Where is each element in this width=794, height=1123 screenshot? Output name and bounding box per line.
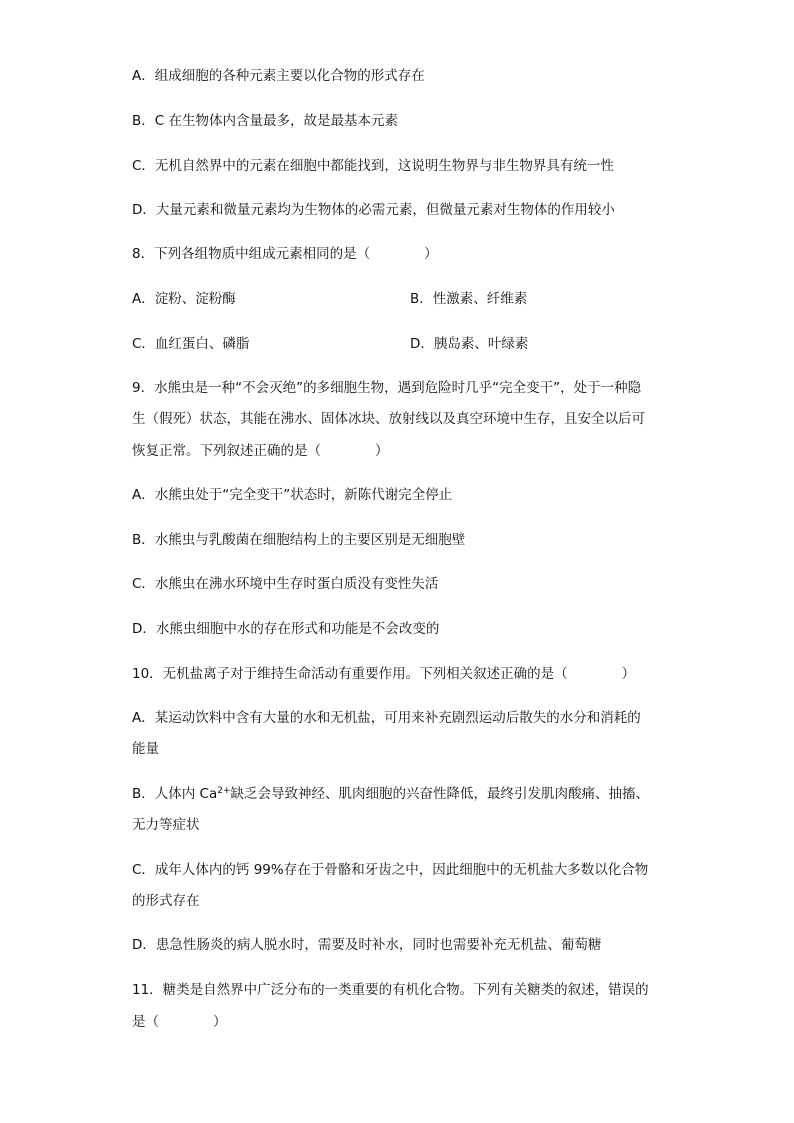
q10-option-c-line-2: 的形式存在 — [132, 893, 200, 909]
q10-option-b-prefix: B．人体内 Ca — [132, 786, 218, 802]
q7-option-b: B．C 在生物体内含量最多，故是最基本元素 — [132, 113, 398, 129]
q8-option-a: A．淀粉、淀粉酶 — [132, 291, 236, 307]
q7-option-d: D．大量元素和微量元素均为生物体的必需元素，但微量元素对生物体的作用较小 — [132, 202, 615, 218]
q9-option-a: A．水熊虫处于“完全变干”状态时，新陈代谢完全停止 — [132, 487, 453, 503]
q10-option-b-line-2: 无力等症状 — [132, 817, 200, 833]
calcium-charge-superscript: 2+ — [217, 786, 231, 796]
q7-option-c: C．无机自然界中的元素在细胞中都能找到，这说明生物界与非生物界具有统一性 — [132, 158, 614, 174]
q10-option-d: D．患急性肠炎的病人脱水时，需要及时补水，同时也需要补充无机盐、葡萄糖 — [132, 937, 602, 953]
q9-option-b: B．水熊虫与乳酸菌在细胞结构上的主要区别是无细胞壁 — [132, 532, 466, 548]
q10-option-a-line-1: A．某运动饮料中含有大量的水和无机盐，可用来补充剧烈运动后散失的水分和消耗的 — [132, 710, 641, 726]
q10-option-a-line-2: 能量 — [132, 741, 159, 757]
q9-stem-line-1: 9．水熊虫是一种“不会灭绝”的多细胞生物，遇到危险时几乎“完全变干”，处于一种隐 — [132, 380, 642, 396]
q8-stem: 8．下列各组物质中组成元素相同的是（ ） — [132, 246, 438, 262]
q10-option-b-line-1 — [132, 784, 649, 804]
q10-option-b-rest: 缺乏会导致神经、肌肉细胞的兴奋性降低，最终引发肌肉酸痛、抽搐、 — [230, 786, 650, 802]
q9-option-c: C．水熊虫在沸水环境中生存时蛋白质没有变性失活 — [132, 576, 439, 592]
q8-option-b: B．性激素、纤维素 — [410, 291, 528, 307]
q9-option-d: D．水熊虫细胞中水的存在形式和功能是不会改变的 — [132, 621, 440, 637]
q8-option-d: D．胰岛素、叶绿素 — [410, 336, 529, 352]
q11-stem-line-2: 是（ ） — [132, 1014, 227, 1030]
q10-option-c-line-1: C．成年人体内的钙 99%存在于骨骼和牙齿之中，因此细胞中的无机盐大多数以化合物 — [132, 862, 649, 878]
q9-stem-line-3: 恢复正常。下列叙述正确的是（ ） — [132, 443, 389, 459]
q7-option-a: A．组成细胞的各种元素主要以化合物的形式存在 — [132, 68, 425, 84]
q8-option-c: C．血红蛋白、磷脂 — [132, 336, 250, 352]
q9-stem-line-2: 生（假死）状态，其能在沸水、固体冰块、放射线以及真空环境中生存，且安全以后可 — [132, 411, 645, 427]
q11-stem-line-1: 11．糖类是自然界中广泛分布的一类重要的有机化合物。下列有关糖类的叙述，错误的 — [132, 982, 649, 998]
q10-stem: 10．无机盐离子对于维持生命活动有重要作用。下列相关叙述正确的是（ ） — [132, 666, 636, 682]
